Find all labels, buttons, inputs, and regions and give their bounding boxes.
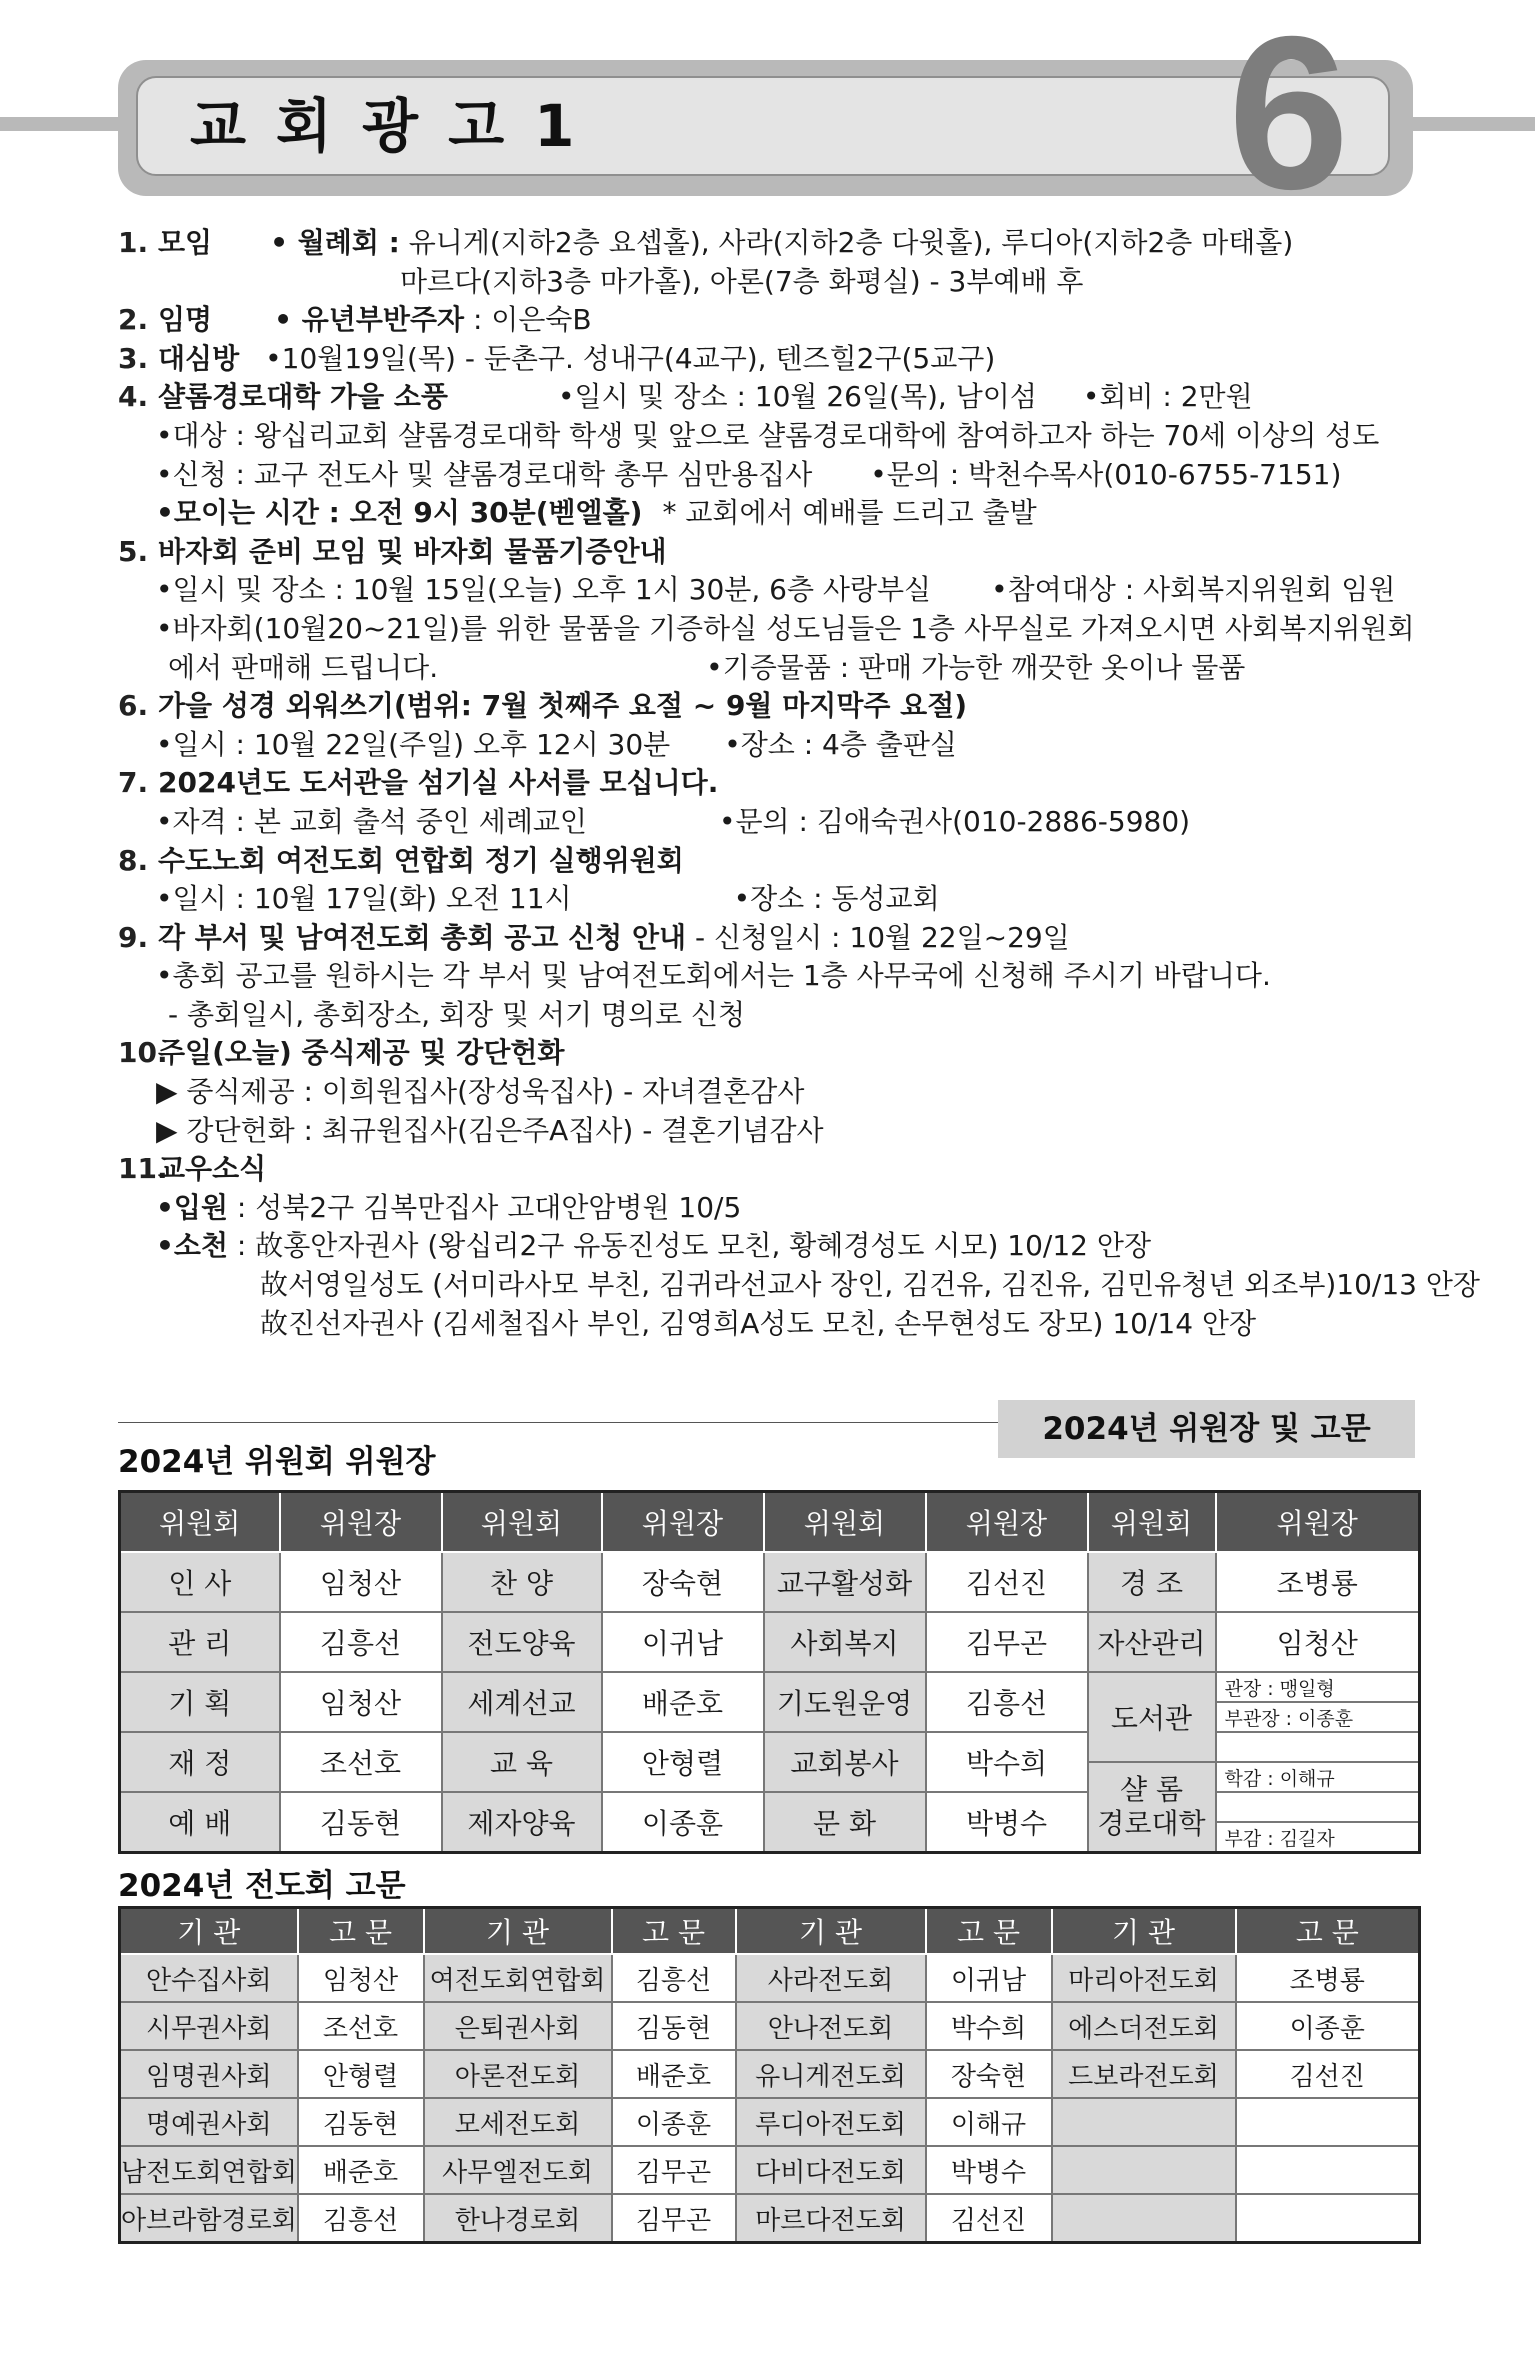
advisor-cell: 이종훈: [612, 2098, 736, 2146]
column-header: 위원회: [442, 1492, 602, 1553]
table-header-row: [120, 1492, 1420, 1553]
chair-cell: 임청산: [280, 1552, 442, 1612]
page-number: 6: [1228, 0, 1350, 235]
chair-cell: 박병수: [926, 1792, 1088, 1853]
notice-title: 교우소식: [158, 1152, 267, 1186]
chair-cell: 배준호: [602, 1672, 764, 1732]
advisor-cell-empty: [1236, 2194, 1420, 2243]
advisor-cell: 배준호: [612, 2050, 736, 2098]
org-cell-empty: [1052, 2194, 1236, 2243]
notice-title: 샬롬경로대학 가을 소풍: [158, 380, 448, 414]
org-cell: 아브라함경로회: [120, 2194, 298, 2243]
notice-text: 에서 판매해 드립니다.: [168, 650, 439, 684]
notice-number: 4.: [118, 380, 149, 414]
table-row: [120, 1672, 1420, 1702]
chair-cell: 김무곤: [926, 1612, 1088, 1672]
notice-text: •장소 : 동성교회: [733, 882, 940, 916]
shalom-vice-dean: 부감 : 김길자: [1216, 1822, 1420, 1853]
org-cell: 한나경로회: [424, 2194, 612, 2243]
notice-5-when: [118, 571, 1438, 610]
org-cell: 명예권사회: [120, 2098, 298, 2146]
notice-11: [118, 1150, 1438, 1189]
notice-text: : 이은숙B: [464, 303, 592, 337]
column-header: 기 관: [424, 1908, 612, 1955]
advisor-cell: 이종훈: [1236, 2002, 1420, 2050]
advisor-cell: 김흥선: [298, 2194, 424, 2243]
advisor-cell: 임청산: [298, 1954, 424, 2002]
chair-cell: 박수희: [926, 1732, 1088, 1792]
committee-cell: 세계선교: [442, 1672, 602, 1732]
org-cell: 아론전도회: [424, 2050, 612, 2098]
notice-list: [118, 224, 1480, 1343]
org-cell: 사무엘전도회: [424, 2146, 612, 2194]
notice-text: •10월19일(목) - 둔촌구. 성내구(4교구), 텐즈힐2구(5교구): [265, 341, 996, 375]
committee-cell: 기 획: [120, 1672, 280, 1732]
notice-number: 7.: [118, 766, 149, 800]
notice-1: [118, 224, 1438, 263]
notice-text: •기증물품 : 판매 가능한 깨끗한 옷이나 물품: [706, 650, 1246, 684]
notice-number: 9.: [118, 920, 149, 954]
org-cell-empty: [1052, 2098, 1236, 2146]
notice-text: : 성북2구 김복만집사 고대안암병원 10/5: [228, 1190, 742, 1224]
committee-cell: 인 사: [120, 1552, 280, 1612]
column-header: 고 문: [926, 1908, 1052, 1955]
chair-cell: 김동현: [280, 1792, 442, 1853]
org-cell: 마르다전도회: [736, 2194, 926, 2243]
notice-text: •회비 : 2만원: [1082, 380, 1253, 414]
table-row: [120, 1732, 1420, 1762]
notice-text: •장소 : 4층 출판실: [724, 727, 957, 761]
notice-label: • 유년부반주자: [274, 303, 465, 337]
committee-cell: 전도양육: [442, 1612, 602, 1672]
library-deputy: 부관장 : 이종훈: [1216, 1702, 1420, 1732]
chair-cell: 이종훈: [602, 1792, 764, 1853]
chair-cell: 조선호: [280, 1732, 442, 1792]
shalom-name: 샬 롬: [1120, 1773, 1183, 1806]
section-tag: 2024년 위원장 및 고문: [998, 1400, 1415, 1458]
column-header: 위원장: [280, 1492, 442, 1553]
notice-6-when: [118, 726, 1438, 765]
committee-table: [118, 1490, 1421, 1854]
notice-label: • 월례회 :: [270, 226, 400, 259]
notice-text: - 총회일시, 총회장소, 회장 및 서기 명의로 신청: [168, 997, 746, 1031]
advisor-cell: 조선호: [298, 2002, 424, 2050]
chair-cell: 임청산: [280, 1672, 442, 1732]
advisor-cell-empty: [1236, 2098, 1420, 2146]
chair-cell: 김선진: [926, 1552, 1088, 1612]
notice-9: [118, 919, 1438, 958]
notice-text: •일시 및 장소 : 10월 26일(목), 남이섬: [557, 380, 1037, 414]
notice-number: 11.: [118, 1152, 168, 1186]
committee-cell: 교 육: [442, 1732, 602, 1792]
section-divider: [118, 1422, 998, 1423]
chair-cell: 장숙현: [602, 1552, 764, 1612]
notice-text: 故진선자권사 (김세철집사 부인, 김영희A성도 모친, 손무현성도 장모) 10/14 안장: [260, 1306, 1257, 1340]
shalom-dean: 학감 : 이해규: [1216, 1762, 1420, 1792]
org-cell: 안나전도회: [736, 2002, 926, 2050]
notice-8-detail: [118, 880, 1438, 919]
shalom-name: 경로대학: [1097, 1807, 1206, 1840]
notice-label: •모이는 시간 : 오전 9시 30분(벧엘홀): [156, 496, 643, 530]
org-cell: 시무권사회: [120, 2002, 298, 2050]
library-blank: [1216, 1732, 1420, 1762]
org-cell: 은퇴권사회: [424, 2002, 612, 2050]
org-cell: 루디아전도회: [736, 2098, 926, 2146]
notice-text: •총회 공고를 원하시는 각 부서 및 남여전도회에서는 1층 사무국에 신청해 주시기 바랍니다.: [156, 959, 1271, 993]
notice-text: •일시 : 10월 22일(주일) 오후 12시 30분: [156, 727, 671, 761]
committee-cell: 교구활성화: [764, 1552, 926, 1612]
advisor-cell: 박병수: [926, 2146, 1052, 2194]
table-row: [120, 2146, 1420, 2194]
org-cell: 에스더전도회: [1052, 2002, 1236, 2050]
org-cell: 여전도회연합회: [424, 1954, 612, 2002]
notice-text: •문의 : 김애숙권사(010-2886-5980): [718, 804, 1191, 838]
chair-cell: 조병룡: [1216, 1552, 1420, 1612]
org-cell: 안수집사회: [120, 1954, 298, 2002]
advisor-cell: 김동현: [612, 2002, 736, 2050]
notice-title: 바자회 준비 모임 및 바자회 물품기증안내: [158, 534, 667, 568]
table-row: [120, 2002, 1420, 2050]
notice-4: [118, 378, 1438, 417]
column-header: 기 관: [1052, 1908, 1236, 1955]
notice-10: [118, 1034, 1438, 1073]
notice-text: 故서영일성도 (서미라사모 부친, 김귀라선교사 장인, 김건유, 김진유, 김민유청년 외조부)10/13 안장: [260, 1268, 1480, 1302]
notice-4-apply: [118, 456, 1438, 495]
committee-cell: 경 조: [1088, 1552, 1216, 1612]
column-header: 기 관: [736, 1908, 926, 1955]
org-cell-empty: [1052, 2146, 1236, 2194]
column-header: 위원회: [764, 1492, 926, 1553]
notice-text: •문의 : 박천수목사(010-6755-7151): [870, 457, 1342, 491]
committee-cell: 자산관리: [1088, 1612, 1216, 1672]
chair-cell: 안형렬: [602, 1732, 764, 1792]
notice-title: 수도노회 여전도회 연합회 정기 실행위원회: [158, 843, 684, 877]
table-header-row: [120, 1908, 1420, 1955]
notice-text: * 교회에서 예배를 드리고 출발: [662, 496, 1037, 530]
org-cell: 다비다전도회: [736, 2146, 926, 2194]
org-cell: 사라전도회: [736, 1954, 926, 2002]
notice-text: •바자회(10월20~21일)를 위한 물품을 기증하실 성도님들은 1층 사무실로 가져오시면 사회복지위원회: [156, 611, 1415, 645]
notice-8: [118, 842, 1438, 881]
notice-number: 2.: [118, 303, 149, 337]
notice-number: 8.: [118, 843, 149, 877]
table-row: [120, 2194, 1420, 2243]
advisor-cell: 김무곤: [612, 2146, 736, 2194]
committee-cell: 찬 양: [442, 1552, 602, 1612]
table-row: [120, 2098, 1420, 2146]
committee-cell: 재 정: [120, 1732, 280, 1792]
column-header: 위원회: [120, 1492, 280, 1553]
chair-cell: 임청산: [1216, 1612, 1420, 1672]
notice-label: •입원: [156, 1190, 228, 1224]
table-row: [120, 1954, 1420, 2002]
page-title: 교회광고1: [190, 92, 605, 160]
notice-label: •소천: [156, 1229, 228, 1263]
library-cell: 도서관: [1088, 1672, 1216, 1762]
notice-text: ▶ 강단헌화 : 최규원집사(김은주A집사) - 결혼기념감사: [156, 1113, 824, 1147]
notice-text: - 신청일시 : 10월 22일~29일: [686, 920, 1070, 954]
advisor-cell: 조병룡: [1236, 1954, 1420, 2002]
notice-2: [118, 301, 1438, 340]
notice-text: 유니게(지하2층 요셉홀), 사라(지하2층 다윗홀), 루디아(지하2층 마태홀): [399, 226, 1294, 259]
column-header: 위원장: [602, 1492, 764, 1553]
notice-title: 대심방: [158, 341, 240, 375]
notice-title: 모임: [158, 226, 213, 259]
column-header: 고 문: [612, 1908, 736, 1955]
notice-number: 6.: [118, 689, 149, 723]
notice-3: [118, 340, 1438, 379]
committee-cell: 기도원운영: [764, 1672, 926, 1732]
org-cell: 드보라전도회: [1052, 2050, 1236, 2098]
org-cell: 유니게전도회: [736, 2050, 926, 2098]
advisors-table: [118, 1906, 1421, 2244]
advisor-cell: 김흥선: [612, 1954, 736, 2002]
shalom-blank: [1216, 1792, 1420, 1822]
org-cell: 마리아전도회: [1052, 1954, 1236, 2002]
advisor-cell: 장숙현: [926, 2050, 1052, 2098]
committee-cell: 사회복지: [764, 1612, 926, 1672]
advisor-cell: 김선진: [1236, 2050, 1420, 2098]
advisor-cell: 김선진: [926, 2194, 1052, 2243]
notice-title: 2024년도 도서관을 섬기실 사서를 모십니다.: [158, 766, 719, 800]
org-cell: 임명권사회: [120, 2050, 298, 2098]
advisor-cell: 배준호: [298, 2146, 424, 2194]
committee-cell: 관 리: [120, 1612, 280, 1672]
committee-cell: 예 배: [120, 1792, 280, 1853]
notice-7: [118, 764, 1438, 803]
notice-text: •참여대상 : 사회복지위원회 임원: [991, 573, 1396, 607]
notice-text: 마르다(지하3층 마가홀), 아론(7층 화평실) - 3부예배 후: [400, 264, 1084, 298]
notice-text: •일시 및 장소 : 10월 15일(오늘) 오후 1시 30분, 6층 사랑부실: [156, 573, 932, 607]
org-cell: 남전도회연합회: [120, 2146, 298, 2194]
notice-text: ▶ 중식제공 : 이희원집사(장성욱집사) - 자녀결혼감사: [156, 1075, 805, 1109]
org-cell: 모세전도회: [424, 2098, 612, 2146]
column-header: 기 관: [120, 1908, 298, 1955]
committee-cell: 제자양육: [442, 1792, 602, 1853]
library-head: 관장 : 맹일형: [1216, 1672, 1420, 1702]
advisor-cell: 김무곤: [612, 2194, 736, 2243]
notice-number: 5.: [118, 534, 149, 568]
column-header: 고 문: [298, 1908, 424, 1955]
notice-text: •신청 : 교구 전도사 및 샬롬경로대학 총무 심만용집사: [156, 457, 813, 491]
committee-cell: 교회봉사: [764, 1732, 926, 1792]
notice-4-time: [118, 494, 1438, 533]
chair-cell: 김흥선: [280, 1612, 442, 1672]
notice-11-funeral: [118, 1227, 1438, 1266]
column-header: 위원회: [1088, 1492, 1216, 1553]
notice-5-items: [118, 649, 1438, 688]
table-row: [120, 2050, 1420, 2098]
shalom-cell: [1088, 1762, 1216, 1853]
notice-number: 1.: [118, 226, 149, 259]
advisor-cell: 이해규: [926, 2098, 1052, 2146]
column-header: 위원장: [1216, 1492, 1420, 1553]
notice-7-detail: [118, 803, 1438, 842]
notice-text: •대상 : 왕십리교회 샬롬경로대학 학생 및 앞으로 샬롬경로대학에 참여하고자 하는 70세 이상의 성도: [156, 418, 1380, 452]
committee-cell: 문 화: [764, 1792, 926, 1853]
chair-cell: 이귀남: [602, 1612, 764, 1672]
notice-title: 가을 성경 외워쓰기(범위: 7월 첫째주 요절 ~ 9월 마지막주 요절): [158, 689, 968, 723]
notice-5: [118, 533, 1438, 572]
table-row: [120, 1552, 1420, 1612]
advisor-cell-empty: [1236, 2146, 1420, 2194]
column-header: 위원장: [926, 1492, 1088, 1553]
advisor-cell: 안형렬: [298, 2050, 424, 2098]
committee-title: 2024년 위원회 위원장: [118, 1444, 436, 1480]
advisor-cell: 김동현: [298, 2098, 424, 2146]
notice-text: •일시 : 10월 17일(화) 오전 11시: [156, 882, 572, 916]
table-row: [120, 1612, 1420, 1672]
notice-title: 각 부서 및 남여전도회 총회 공고 신청 안내: [158, 920, 687, 954]
notice-6: [118, 687, 1438, 726]
notice-title: 임명: [158, 303, 213, 337]
notice-text: : 故홍안자권사 (왕십리2구 유동진성도 모친, 황혜경성도 시모) 10/12 안장: [228, 1229, 1151, 1263]
advisor-cell: 박수희: [926, 2002, 1052, 2050]
notice-11-hospital: [118, 1189, 1438, 1228]
chair-cell: 김흥선: [926, 1672, 1088, 1732]
notice-number: 3.: [118, 341, 149, 375]
notice-title: 주일(오늘) 중식제공 및 강단헌화: [158, 1036, 565, 1070]
table-row: [120, 1792, 1420, 1822]
notice-number: 10.: [118, 1036, 168, 1070]
column-header: 고 문: [1236, 1908, 1420, 1955]
advisors-title: 2024년 전도회 고문: [118, 1868, 406, 1904]
advisor-cell: 이귀남: [926, 1954, 1052, 2002]
notice-text: •자격 : 본 교회 출석 중인 세례교인: [156, 804, 587, 838]
